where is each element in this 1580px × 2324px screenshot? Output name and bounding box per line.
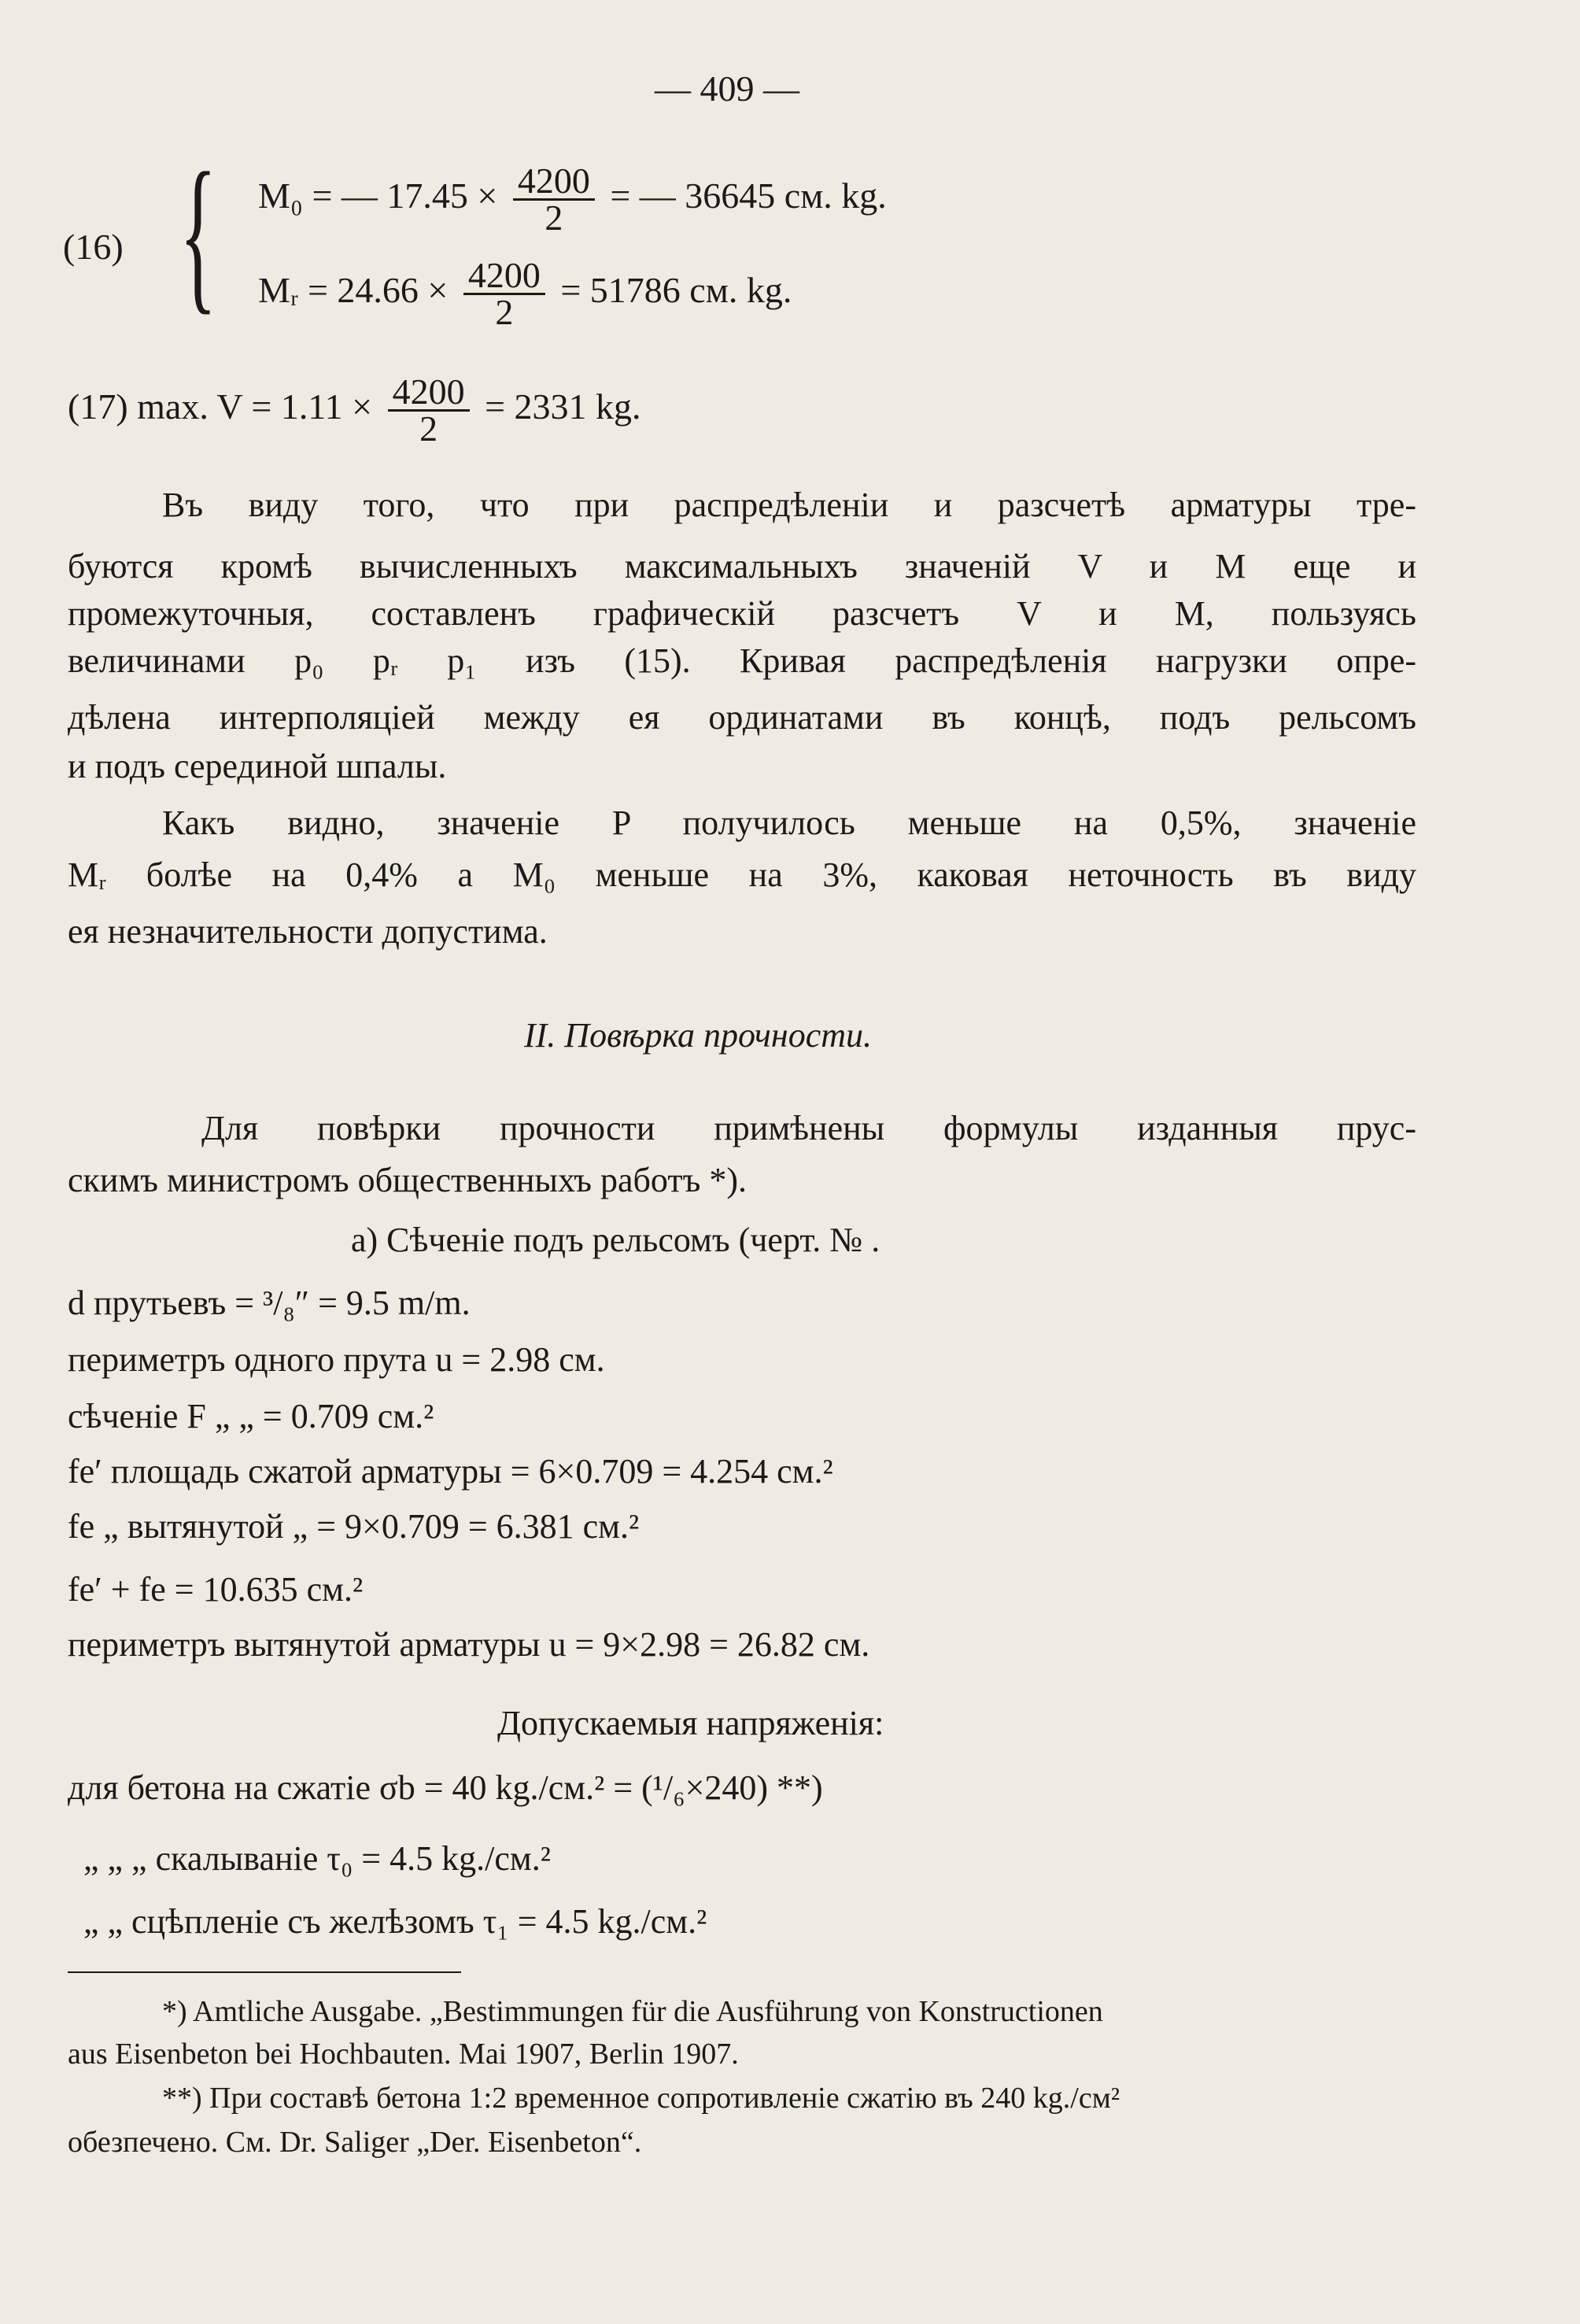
eq16-line1-rhs: = — 36645 см. kg. — [610, 176, 887, 216]
stress-line-bond: „ „ сцѣпленіе съ желѣзомъ τ₁ = 4.5 kg./см.² — [83, 1902, 707, 1941]
page-number: — 409 — — [655, 68, 799, 109]
eq16-line2-numerator: 4200 — [463, 258, 545, 295]
stress-heading: Допускаемыя напряженія: — [497, 1704, 884, 1742]
spec-line-bar-section: сѣченіе F „ „ = 0.709 см.² — [68, 1397, 434, 1435]
subheading-a: а) Сѣченіе подъ рельсомъ (черт. № . — [351, 1221, 880, 1259]
spec-line-tension-area: fe „ вытянутой „ = 9×0.709 = 6.381 см.² — [68, 1507, 640, 1546]
paragraph-1-line-1: Въ виду того, что при распредѣленіи и разсчетѣ арматуры тре- — [162, 486, 1416, 524]
spec-line-bar-perimeter: периметръ одного прута u = 2.98 см. — [68, 1340, 605, 1379]
eq17-denominator: 2 — [419, 408, 438, 449]
eq16-line1-numerator: 4200 — [513, 164, 595, 201]
paragraph-1-line-4: величинами p₀ pᵣ p₁ изъ (15). Кривая распредѣленія нагрузки опре- — [68, 641, 1416, 680]
paragraph-3-line-1: Для повѣрки прочности примѣнены формулы изданныя прус- — [201, 1109, 1416, 1147]
equation-16-line-1 — [258, 161, 887, 238]
stress-line-shear: „ „ „ скалываніе τ₀ = 4.5 kg./см.² — [83, 1839, 551, 1878]
spec-line-bar-diameter: d прутьевъ = ³/₈″ = 9.5 m/m. — [68, 1284, 471, 1322]
paragraph-1-line-2: буются кромѣ вычисленныхъ максимальныхъ значеній V и M еще и — [68, 547, 1416, 586]
eq17-lhs: (17) max. V = 1.11 × — [68, 386, 373, 427]
equation-16-brace: { — [179, 137, 217, 329]
footnote-1-line-1: *) Amtliche Ausgabe. „Bestimmungen für die Ausführung von Konstructionen — [162, 1995, 1103, 2028]
section-heading: II. Повѣрка прочности. — [524, 1016, 872, 1055]
spec-line-total-area: fe′ + fe = 10.635 см.² — [68, 1570, 364, 1609]
paragraph-2-line-2: Mᵣ болѣе на 0,4% а M₀ меньше на 3%, каковая неточность въ виду — [68, 855, 1416, 894]
paragraph-3-line-2: скимъ министромъ общественныхъ работъ *). — [68, 1161, 747, 1199]
equation-16-line-2 — [258, 255, 792, 332]
paragraph-1-line-3: промежуточныя, составленъ графическій разсчетъ V и M, пользуясь — [68, 594, 1416, 633]
eq16-line1-denominator: 2 — [545, 198, 563, 238]
spec-line-compressed-area: fe′ площадь сжатой арматуры = 6×0.709 = 4.254 см.² — [68, 1452, 833, 1491]
paragraph-1-line-5: дѣлена интерполяціей между ея ординатами въ концѣ, подъ рельсомъ — [68, 698, 1416, 737]
footnote-divider — [68, 1971, 461, 1973]
eq17-rhs: = 2331 kg. — [485, 386, 641, 427]
eq16-line2-rhs: = 51786 см. kg. — [560, 270, 792, 311]
eq17-fraction — [388, 371, 470, 449]
eq16-line2-lhs: Mᵣ = 24.66 × — [258, 270, 449, 311]
footnote-1-line-2: aus Eisenbeton bei Hochbauten. Mai 1907, Berlin 1907. — [68, 2038, 739, 2071]
stress-line-compression: для бетона на сжатіе σb = 40 kg./см.² = (¹/₆×240) **) — [68, 1768, 823, 1807]
eq16-line2-fraction — [463, 255, 545, 332]
spec-line-tension-perimeter: периметръ вытянутой арматуры u = 9×2.98 = 26.82 см. — [68, 1625, 870, 1664]
eq16-line2-denominator: 2 — [495, 292, 514, 332]
eq16-line1-lhs: M₀ = — 17.45 × — [258, 176, 498, 216]
equation-16-label: (16) — [63, 227, 124, 267]
paragraph-1-line-6: и подъ серединой шпалы. — [68, 747, 447, 785]
paragraph-2-line-3: ея незначительности допустима. — [68, 912, 548, 951]
eq17-numerator: 4200 — [388, 375, 470, 412]
eq16-line1-fraction — [513, 161, 595, 238]
footnote-2-line-1: **) При составѣ бетона 1:2 временное сопротивленіе сжатію въ 240 kg./см² — [162, 2082, 1120, 2115]
paragraph-2-line-1: Какъ видно, значеніе P получилось меньше на 0,5%, значеніе — [162, 804, 1416, 842]
footnote-2-line-2: обезпечено. См. Dr. Saliger „Der. Eisenbeton“. — [68, 2126, 642, 2159]
equation-17 — [68, 371, 641, 449]
